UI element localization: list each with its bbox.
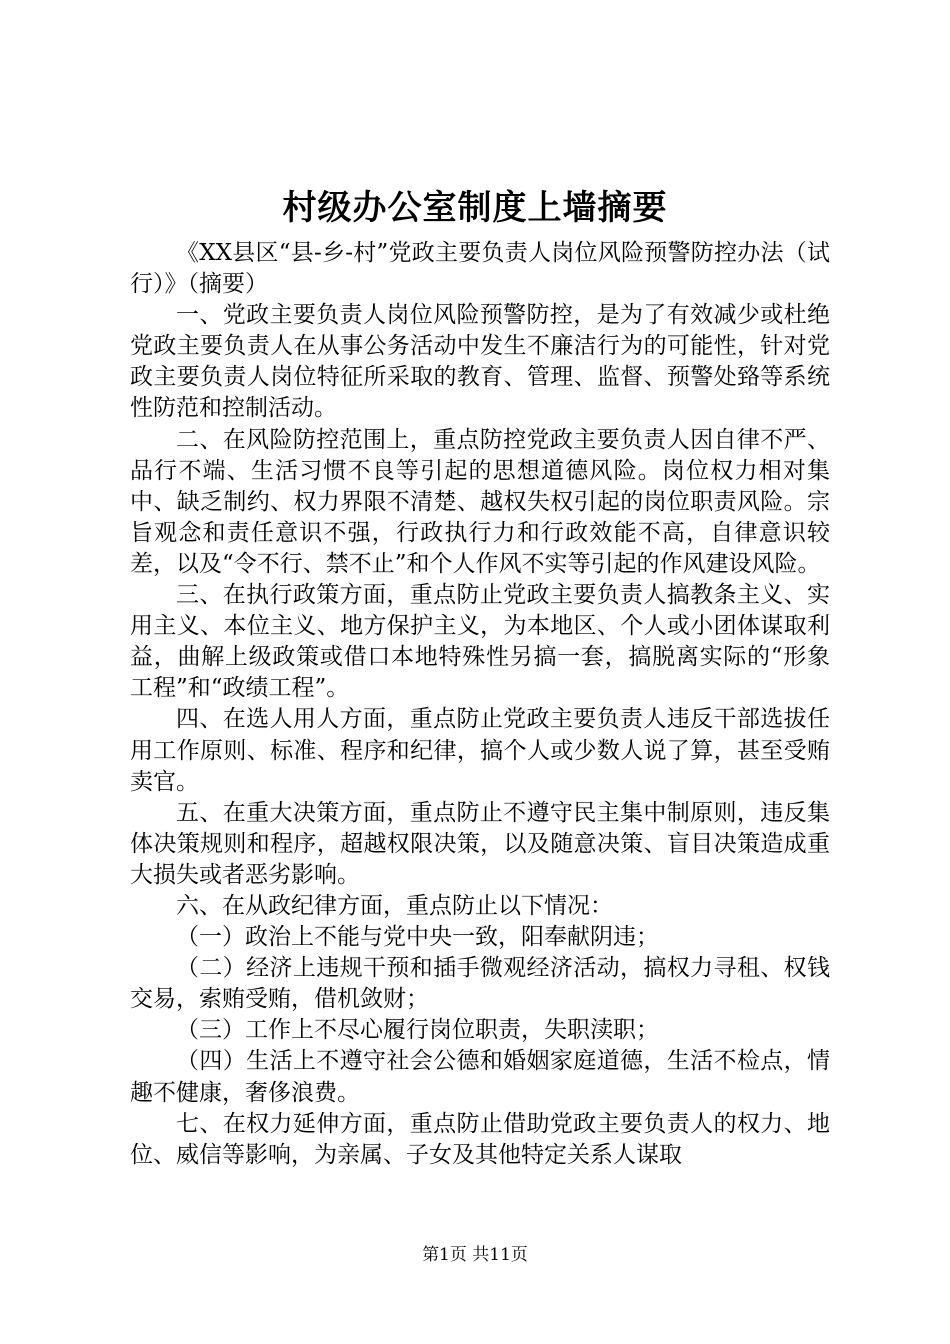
page-number-footer: 第1页 共11页	[422, 1245, 528, 1265]
document-title: 村级办公室制度上墙摘要	[282, 188, 668, 228]
paragraph-3: 三、在执行政策方面，重点防止党政主要负责人搞教条主义、实用主义、本位主义、地方保护主义，为本地区、个人或小团体谋取利益，曲解上级政策或借口本地特殊性另搞一套，搞脱离实际的“形象工程”和“政绩工程”。	[130, 582, 830, 702]
paragraph-source: 《XX县区“县-乡-村”党政主要负责人岗位风险预警防控办法（试行）》（摘要）	[130, 240, 830, 298]
paragraph-6-item-2: （二）经济上违规干预和插手微观经济活动，搞权力寻租、权钱交易，索贿受贿，借机敛财；	[130, 955, 830, 1013]
paragraph-6-item-3: （三）工作上不尽心履行岗位职责，失职渎职；	[176, 1017, 659, 1044]
document-body	[130, 238, 830, 1171]
paragraph-2: 二、在风险防控范围上，重点防控党政主要负责人因自律不严、品行不端、生活习惯不良等引起的思想道德风险。岗位权力相对集中、缺乏制约、权力界限不清楚、越权失权引起的岗位职责风险。宗旨观念和责任意识不强，行政执行力和行政效能不高，自律意识较差，以及“令不行、禁不止”和个人作风不实等引起的作风建设风险。	[130, 426, 830, 577]
paragraph-6-item-4: （四）生活上不遵守社会公德和婚姻家庭道德，生活不检点，情趣不健康，奢侈浪费。	[130, 1048, 830, 1106]
paragraph-7: 七、在权力延伸方面，重点防止借助党政主要负责人的权力、地位、威信等影响，为亲属、子女及其他特定关系人谋取	[130, 1110, 830, 1168]
paragraph-6: 六、在从政纪律方面，重点防止以下情况：	[176, 892, 613, 919]
paragraph-6-item-1: （一）政治上不能与党中央一致，阳奉献阴违；	[176, 924, 659, 951]
paragraph-4: 四、在选人用人方面，重点防止党政主要负责人违反干部选拔任用工作原则、标准、程序和纪律，搞个人或少数人说了算，甚至受贿卖官。	[130, 706, 830, 795]
paragraph-5: 五、在重大决策方面，重点防止不遵守民主集中制原则，违反集体决策规则和程序，超越权限决策，以及随意决策、盲目决策造成重大损失或者恶劣影响。	[130, 799, 830, 888]
paragraph-1: 一、党政主要负责人岗位风险预警防控，是为了有效减少或杜绝党政主要负责人在从事公务活动中发生不廉洁行为的可能性，针对党政主要负责人岗位特征所采取的教育、管理、监督、预警处臵等系统性防范和控制活动。	[130, 302, 830, 422]
